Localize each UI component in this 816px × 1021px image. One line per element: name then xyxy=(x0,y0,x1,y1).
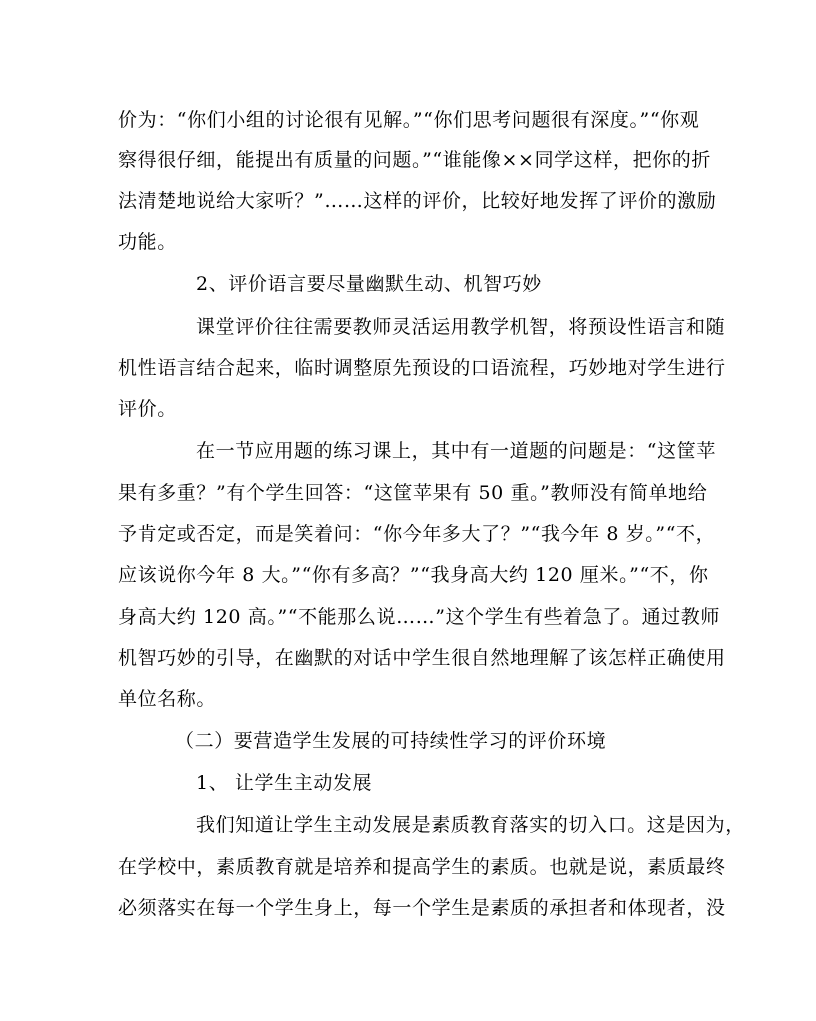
section-heading: 2、评价语言要尽量幽默生动、机智巧妙 xyxy=(196,273,542,295)
paragraph-line: 价为：“你们小组的讨论很有见解。”“你们思考问题很有深度。”“你观 xyxy=(118,109,700,131)
paragraph-line: 评价。 xyxy=(118,398,177,420)
section-heading: 1、 让学生主动发展 xyxy=(196,772,373,794)
paragraph-line: 予肯定或否定，而是笑着问：“你今年多大了？”“我今年 8 岁。”“不， xyxy=(118,523,716,545)
paragraph-line: 身高大约 120 高。”“不能那么说……”这个学生有些着急了。通过教师 xyxy=(118,606,720,628)
paragraph-line: 我们知道让学生主动发展是素质教育落实的切入口。这是因为， xyxy=(196,814,745,836)
paragraph-line: 在学校中，素质教育就是培养和提高学生的素质。也就是说，素质最终 xyxy=(118,856,726,878)
section-heading: （二）要营造学生发展的可持续性学习的评价环境 xyxy=(175,730,607,752)
paragraph-line: 功能。 xyxy=(118,231,177,253)
paragraph-line: 法清楚地说给大家听？”……这样的评价，比较好地发挥了评价的激励 xyxy=(118,190,717,212)
paragraph-line: 单位名称。 xyxy=(118,688,217,710)
paragraph-line: 必须落实在每一个学生身上，每一个学生是素质的承担者和体现者，没 xyxy=(118,897,726,919)
paragraph-line: 机智巧妙的引导，在幽默的对话中学生很自然地理解了该怎样正确使用 xyxy=(118,647,726,669)
paragraph-line: 在一节应用题的练习课上，其中有一道题的问题是：“这筐苹 xyxy=(196,440,716,462)
paragraph-line: 应该说你今年 8 大。”“你有多高？”“我身高大约 120 厘米。”“不，你 xyxy=(118,564,709,586)
paragraph-line: 果有多重？”有个学生回答：“这筐苹果有 50 重。”教师没有简单地给 xyxy=(118,482,708,504)
paragraph-line: 察得很仔细，能提出有质量的问题。”“谁能像××同学这样，把你的折 xyxy=(118,149,711,171)
paragraph-line: 机性语言结合起来，临时调整原先预设的口语流程，巧妙地对学生进行 xyxy=(118,357,726,379)
paragraph-line: 课堂评价往往需要教师灵活运用教学机智，将预设性语言和随 xyxy=(196,316,726,338)
